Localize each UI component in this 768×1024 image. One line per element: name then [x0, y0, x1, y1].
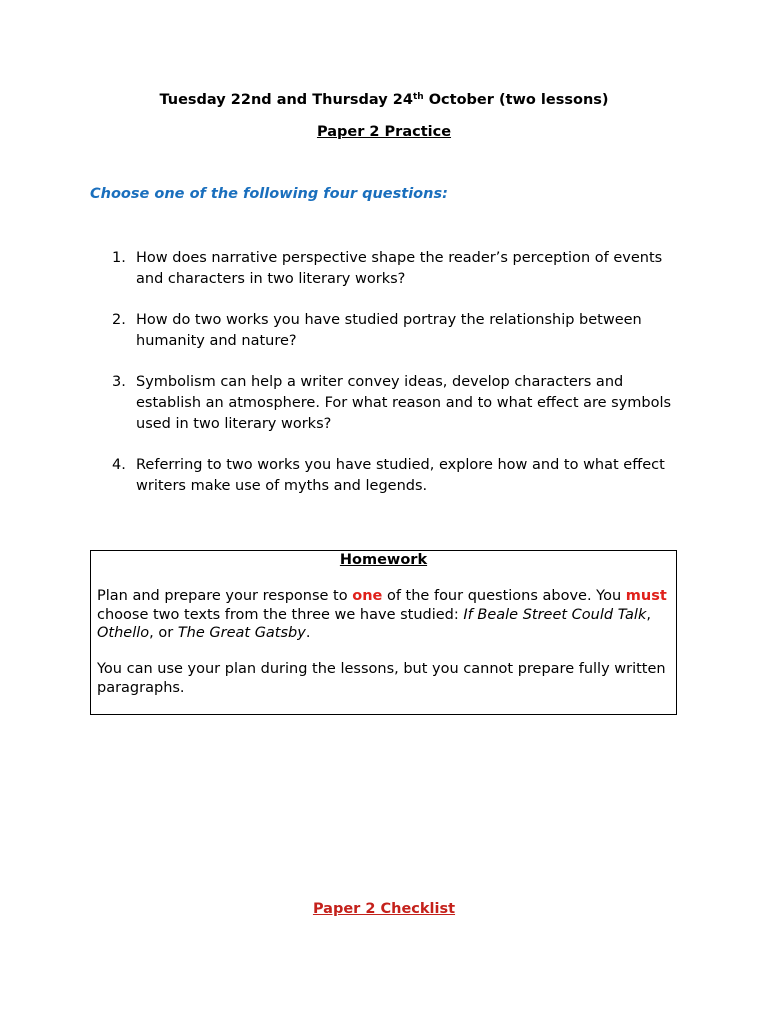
paper-2-checklist-link[interactable]: Paper 2 Checklist	[312, 901, 456, 917]
text-title-beale-street: If Beale Street Could Talk	[463, 606, 647, 623]
emphasis-one: one	[352, 588, 383, 604]
period: .	[305, 625, 311, 641]
question-item-4	[90, 455, 690, 497]
homework-heading: Homework	[339, 552, 428, 568]
question-text: Referring to two works you have studied, explore how and to what effect writers make use of myths and legends.	[136, 457, 665, 494]
question-item-3	[90, 372, 690, 435]
question-item-1	[90, 248, 690, 290]
title-superscript: th	[412, 92, 424, 102]
question-number: 1.	[112, 250, 126, 266]
question-number: 2.	[112, 312, 126, 328]
text-title-othello: Othello	[97, 625, 150, 641]
homework-box	[90, 550, 677, 715]
homework-paragraph-2: You can use your plan during the lessons, but you cannot prepare fully written paragraphs.	[97, 661, 666, 696]
separator: ,	[646, 606, 651, 623]
question-text: Symbolism can help a writer convey ideas, develop characters and establish an atmosphere. For what reason and to what effect are symbols used in two literary works?	[136, 374, 672, 432]
emphasis-must: must	[625, 588, 667, 604]
question-number: 4.	[112, 457, 126, 473]
question-text: How does narrative perspective shape the reader’s perception of events and characters in two literary works?	[136, 250, 663, 287]
homework-text: choose two texts from the three we have studied:	[97, 606, 464, 623]
text-title-great-gatsby: The Great Gatsby	[177, 625, 306, 641]
question-item-2	[90, 310, 690, 352]
question-number: 3.	[112, 374, 126, 390]
page-subtitle: Paper 2 Practice	[316, 124, 452, 140]
title-text-part2: October (two lessons)	[423, 92, 609, 108]
separator: , or	[149, 625, 178, 641]
homework-text: Plan and prepare your response to	[97, 588, 353, 604]
instruction-text: Choose one of the following four questions:	[90, 186, 448, 202]
question-text: How do two works you have studied portray the relationship between humanity and nature?	[136, 312, 642, 349]
page-title	[0, 92, 768, 108]
homework-text: of the four questions above. You	[382, 588, 626, 604]
title-text-part1: Tuesday 22nd and Thursday 24	[159, 92, 413, 108]
homework-paragraph-1	[97, 587, 667, 643]
